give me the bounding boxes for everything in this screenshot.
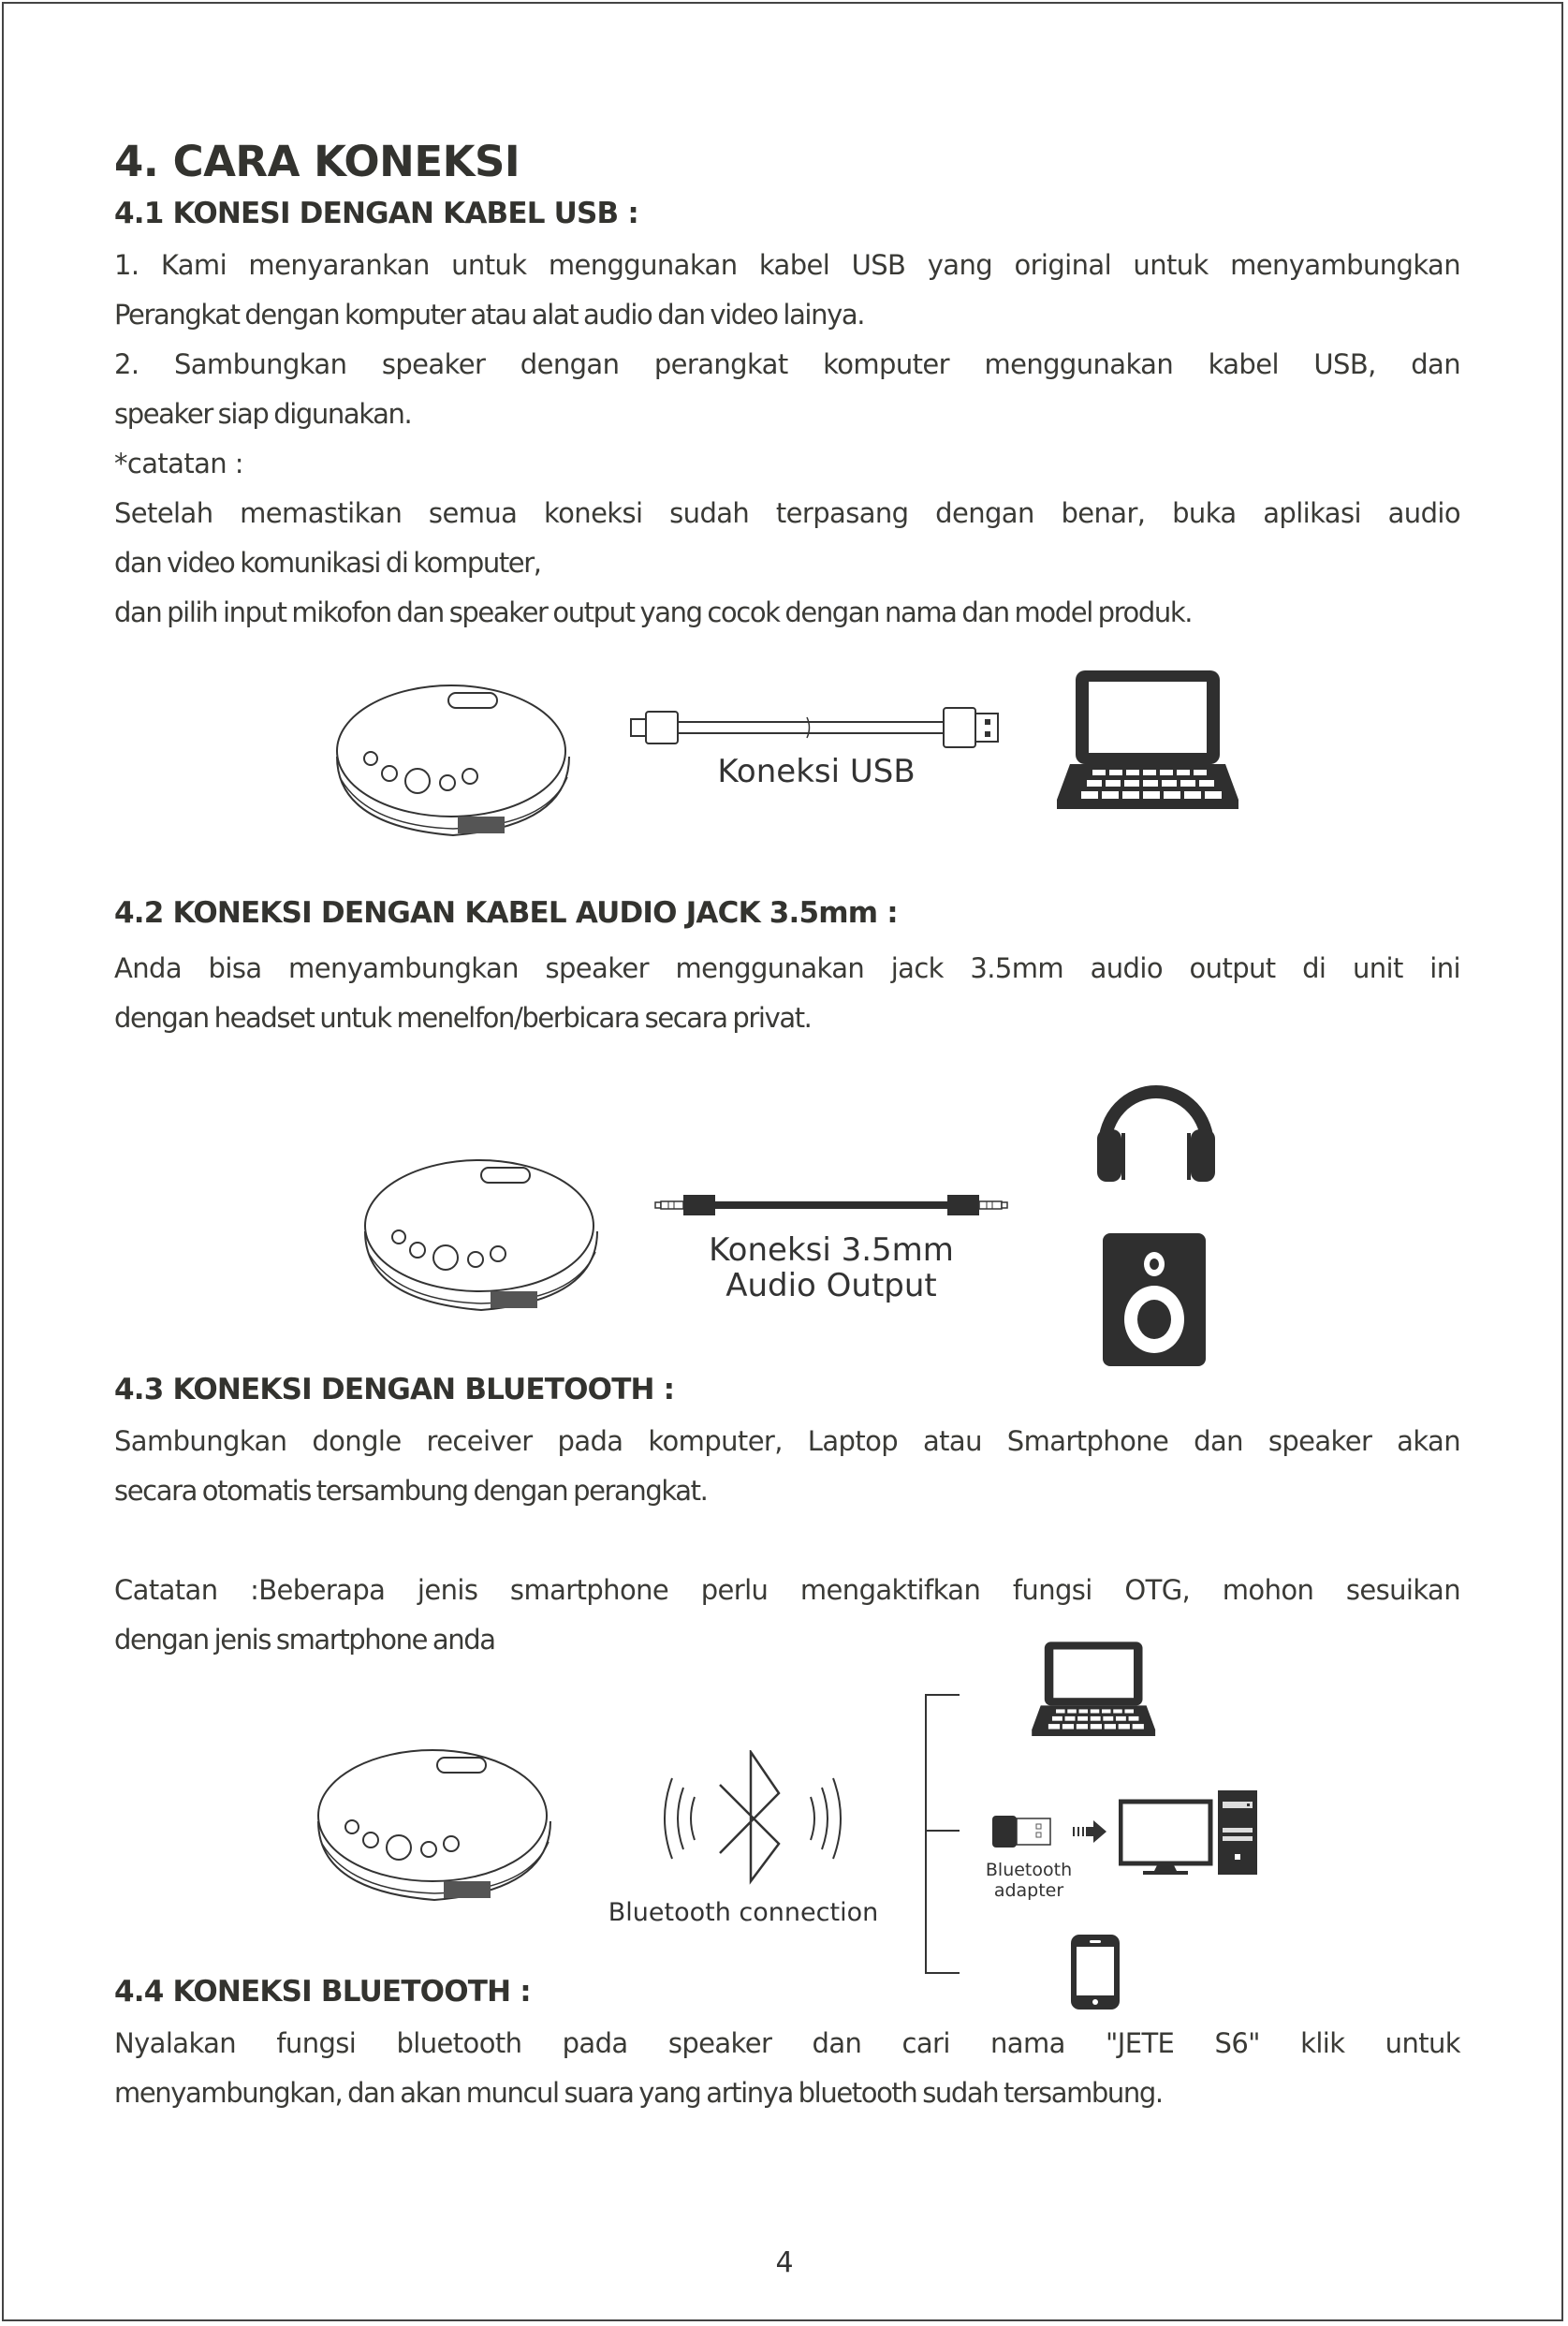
text-line: Setelah memastikan semua koneksi sudah terpasang dengan benar, buka aplikasi audio: [114, 497, 1460, 529]
text-line: Nyalakan fungsi bluetooth pada speaker dan cari nama "JETE S6" klik untuk: [114, 2027, 1460, 2059]
manual-page: [2, 2, 1563, 2321]
label-line: adapter: [993, 1880, 1064, 1901]
section-body-usb: [114, 241, 1460, 638]
smartphone-icon: [1069, 1933, 1121, 2011]
text-line: menyambungkan, dan akan muncul suara yang artinya bluetooth sudah tersambung.: [114, 2077, 1163, 2109]
headphones-icon: [1095, 1081, 1217, 1182]
text-line: Anda bisa menyambungkan speaker menggunakan jack 3.5mm audio output di unit ini: [114, 952, 1460, 984]
device-bracket: [924, 1694, 961, 1975]
speakerphone-icon: [313, 1741, 556, 1914]
text-line: dan video komunikasi di komputer,: [114, 547, 541, 579]
section-heading-audio-jack: 4.2 KONEKSI DENGAN KABEL AUDIO JACK 3.5mm :: [114, 896, 898, 930]
page-title: 4. CARA KONEKSI: [114, 137, 520, 186]
bluetooth-icon: [650, 1750, 856, 1886]
caption-line: Audio Output: [725, 1267, 937, 1304]
text-line: speaker siap digunakan.: [114, 398, 412, 430]
text-line: Sambungkan dongle receiver pada komputer, Laptop atau Smartphone dan speaker akan: [114, 1425, 1460, 1457]
blank-line: [114, 1516, 1460, 1566]
bluetooth-adapter-icon: [992, 1816, 1054, 1848]
usb-cable-icon: [629, 706, 1004, 753]
section-heading-bluetooth-pairing: 4.4 KONEKSI BLUETOOTH :: [114, 1975, 531, 2009]
section-body-bluetooth-pairing: [114, 2019, 1460, 2118]
desktop-computer-icon: [1119, 1790, 1259, 1877]
text-line: dan pilih input mikofon dan speaker output yang cocok dengan nama dan model produk.: [114, 596, 1193, 628]
text-line: 2. Sambungkan speaker dengan perangkat komputer menggunakan kabel USB, dan: [114, 348, 1460, 380]
laptop-icon: [1031, 1641, 1157, 1736]
speakerphone-icon: [331, 676, 575, 849]
bluetooth-adapter-label: [968, 1860, 1090, 1901]
bluetooth-caption: Bluetooth connection: [608, 1898, 879, 1927]
section-body-bluetooth-dongle: [114, 1417, 1460, 1665]
loudspeaker-icon: [1103, 1233, 1206, 1366]
caption-line: Koneksi 3.5mm: [709, 1231, 954, 1269]
section-heading-usb: 4.1 KONESI DENGAN KABEL USB :: [114, 197, 638, 230]
section-body-audio-jack: [114, 944, 1460, 1043]
speakerphone-icon: [359, 1151, 603, 1324]
text-line: Perangkat dengan komputer atau alat audio dan video lainya.: [114, 299, 865, 331]
text-line: dengan jenis smartphone anda: [114, 1624, 495, 1656]
text-line: *catatan :: [114, 448, 243, 479]
audio-jack-caption: [653, 1232, 1009, 1303]
usb-caption: Koneksi USB: [717, 753, 916, 790]
section-heading-bluetooth-dongle: 4.3 KONEKSI DENGAN BLUETOOTH :: [114, 1373, 675, 1406]
label-line: Bluetooth: [985, 1860, 1073, 1880]
arrow-right-icon: [1073, 1820, 1108, 1843]
laptop-icon: [1057, 669, 1239, 809]
text-line: Catatan :Beberapa jenis smartphone perlu mengaktifkan fungsi OTG, mohon sesuikan: [114, 1574, 1460, 1606]
text-line: 1. Kami menyarankan untuk menggunakan kabel USB yang original untuk menyambungkan: [114, 249, 1460, 281]
audio-jack-cable-icon: [653, 1191, 1009, 1219]
page-number: 4: [775, 2246, 794, 2279]
text-line: dengan headset untuk menelfon/berbicara secara privat.: [114, 1002, 812, 1034]
text-line: secara otomatis tersambung dengan perangkat.: [114, 1475, 708, 1507]
